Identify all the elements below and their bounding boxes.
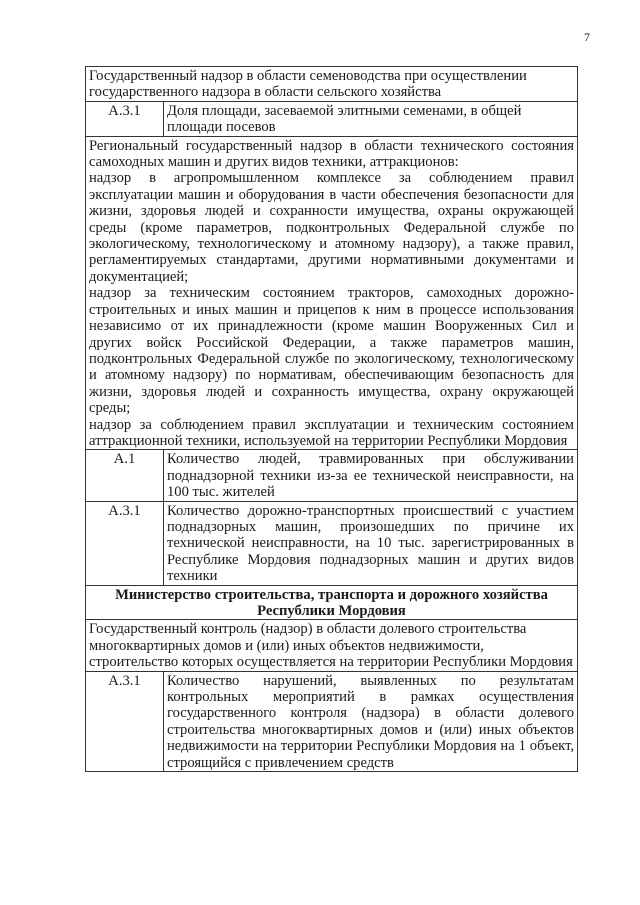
indicator-text: Количество нарушений, выявленных по результатам контрольных мероприятий в рамках осуществления государственного контроля (надзора) в области долевого строительства многоквартирных домов и (или) иных объектов недвижимости на территории Республики Мордовия на 1 объект, строящийся с привлечением средств [164, 671, 578, 771]
section-paragraph: Региональный государственный надзор в области технического состояния самоходных машин и других видов техники, аттракционов: [89, 137, 574, 171]
table-row [86, 67, 578, 102]
indicator-code: А.3.1 [86, 101, 164, 136]
indicator-code: А.3.1 [86, 501, 164, 585]
indicator-code: А.1 [86, 450, 164, 501]
section-heading [86, 136, 578, 450]
table-row [86, 620, 578, 671]
section-paragraph: надзор за соблюдением правил эксплуатации и техническим состоянием аттракционной техники, используемой на территории Республики Мордовия [89, 416, 574, 449]
section-paragraph: надзор в агропромышленном комплексе за соблюдением правил эксплуатации машин и оборудования в части обеспечения безопасности для жизни, здоровья людей и сохранности имущества, охраны окружающей среды (кроме параметров, подконтрольных Федеральной службе по экологическому, технологическому и атомному надзору), а также правил, регламентируемых стандартами, другими нормативными документами и документацией; [89, 170, 574, 285]
indicator-text: Количество дорожно-транспортных происшествий с участием поднадзорных машин, произошедших по причине их технической неисправности, на 10 тыс. зарегистрированных в Республике Мордовия поднадзорных машин и других видов техники [164, 501, 578, 585]
section-heading: Государственный контроль (надзор) в области долевого строительства многоквартирных домов и (или) иных объектов недвижимости, строительство которых осуществляется на территории Республики Мордовия [86, 620, 578, 671]
table-row [86, 501, 578, 585]
indicator-text: Доля площади, засеваемой элитными семенами, в общей площади посевов [164, 101, 578, 136]
indicator-code: А.3.1 [86, 671, 164, 771]
section-paragraph: надзор за техническим состоянием тракторов, самоходных дорожно-строительных и иных машин и прицепов к ним в процессе использования независимо от их принадлежности (кроме машин Вооруженных Сил и других войск Российской Федерации, а также параметров машин, подконтрольных Федеральной службе по экологическому, технологическому и атомному надзору) по нормативам, обеспечивающим безопасность для жизни, здоровья людей и сохранность имущества, охрану окружающей среды; [89, 285, 574, 417]
table-row [86, 671, 578, 771]
table-row [86, 450, 578, 501]
table-row [86, 136, 578, 450]
table-row [86, 585, 578, 620]
indicator-text: Количество людей, травмированных при обслуживании поднадзорной техники из-за ее технической неисправности, на 100 тыс. жителей [164, 450, 578, 501]
section-heading: Государственный надзор в области семеноводства при осуществлении государственного надзора в области сельского хозяйства [86, 67, 578, 102]
ministry-heading: Министерство строительства, транспорта и дорожного хозяйства Республики Мордовия [86, 585, 578, 620]
page-number: 7 [584, 30, 590, 44]
table-row [86, 101, 578, 136]
indicators-table [85, 66, 578, 772]
